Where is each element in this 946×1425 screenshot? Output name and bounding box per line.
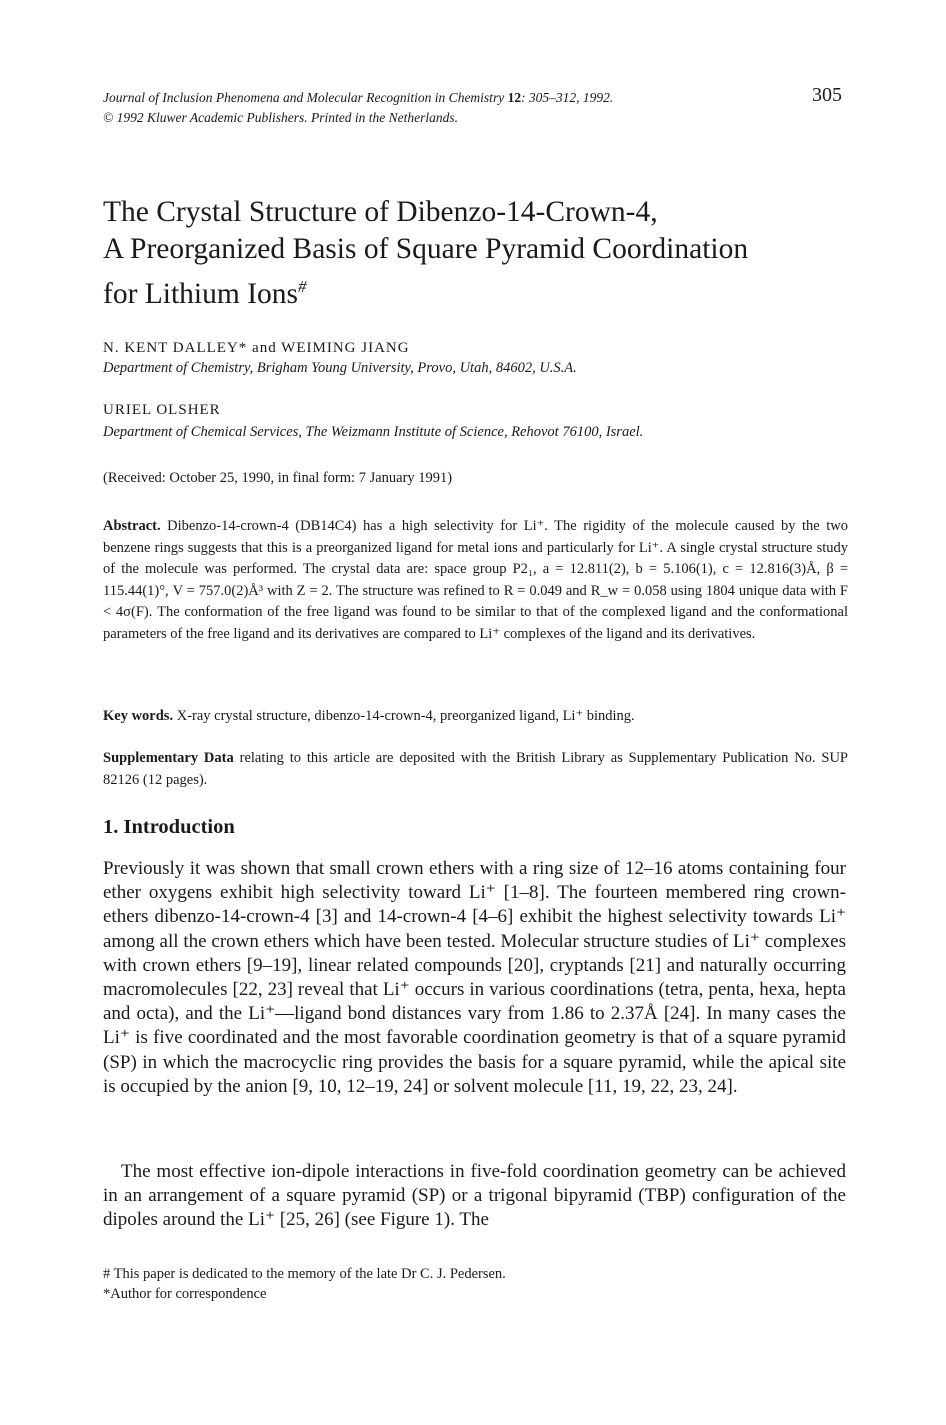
author-affiliation-2: Department of Chemical Services, The Weizmann Institute of Science, Rehovot 76100, Israel. [103, 424, 644, 440]
section-heading: 1. Introduction [103, 816, 235, 838]
supplementary-label: Supplementary Data [103, 750, 234, 766]
title-mark: # [298, 277, 307, 296]
journal-header [103, 88, 613, 128]
footnote-dedication: # This paper is dedicated to the memory of the late Dr C. J. Pedersen. [103, 1266, 506, 1282]
keywords-label: Key words. [103, 708, 174, 724]
author-names-1: N. KENT DALLEY* and WEIMING JIANG [103, 340, 410, 356]
paper-title [103, 194, 863, 313]
abstract [103, 516, 848, 645]
footnote-correspondence: *Author for correspondence [103, 1286, 267, 1302]
received-dates: (Received: October 25, 1990, in final form: 7 January 1991) [103, 470, 453, 486]
author-names-2: URIEL OLSHER [103, 402, 221, 418]
abstract-text: Dibenzo-14-crown-4 (DB14C4) has a high selectivity for Li⁺. The rigidity of the molecule caused by the two benzene rings suggests that this is a preorganized ligand for metal ions and particularly for Li⁺. A single crystal structure study of the molecule was performed. The crystal data are: space group P2₁, a = 12.811(2), b = 5.106(1), c = 12.816(3)Å, β = 115.44(1)°, V = 757.0(2)Å³ with Z = 2. The structure was refined to R = 0.049 and R_w = 0.058 using 1804 unique data with F < 4σ(F). The conformation of the free ligand was found to be similar to that of the complexed ligand and the conformational parameters of the free ligand and its derivatives are compared to Li⁺ complexes of the ligand and its derivatives. [103, 518, 849, 642]
abstract-label: Abstract. [103, 518, 161, 534]
author-affiliation-1: Department of Chemistry, Brigham Young University, Provo, Utah, 84602, U.S.A. [103, 360, 577, 376]
intro-paragraph-1: Previously it was shown that small crown ethers with a ring size of 12–16 atoms containing four ether oxygens exhibit high selectivity toward Li⁺ [1–8]. The fourteen membered ring crown-ethers dibenzo-14-crown-4 [3] and 14-crown-4 [4–6] exhibit the highest selectivity towards Li⁺ among all the crown ethers which have been tested. Molecular structure studies of Li⁺ complexes with crown ethers [9–19], linear related compounds [20], cryptands [21] and naturally occurring macromolecules [22, 23] reveal that Li⁺ occurs in various coordinations (tetra, penta, hexa, hepta and octa), and the Li⁺—ligand bond distances vary from 1.86 to 2.37Å [24]. In many cases the Li⁺ is five coordinated and the most favorable coordination geometry is that of a square pyramid (SP) in which the macrocyclic ring provides the basis for a square pyramid, while the apical site is occupied by the anion [9, 10, 12–19, 24] or solvent molecule [11, 19, 22, 23, 24]. [103, 858, 846, 1097]
page-number: 305 [812, 84, 842, 106]
keywords-text: X-ray crystal structure, dibenzo-14-crown-4, preorganized ligand, Li⁺ binding. [176, 708, 635, 724]
journal-volume: 12 [507, 90, 522, 105]
intro-paragraph-2: The most effective ion-dipole interactions in five-fold coordination geometry can be achieved in an arrangement of a square pyramid (SP) or a trigonal bipyramid (TBP) configuration of the dipoles around the Li⁺ [25, 26] (see Figure 1). The [103, 1161, 846, 1231]
title-line-1: The Crystal Structure of Dibenzo-14-Crown-4, [103, 196, 658, 228]
title-line-2: A Preorganized Basis of Square Pyramid Coordination [103, 233, 749, 265]
journal-pages: : 305–312, 1992. [521, 90, 614, 105]
title-line-3-text: for Lithium Ions [103, 277, 299, 310]
title-line-3 [103, 268, 863, 313]
journal-name: Journal of Inclusion Phenomena and Molecular Recognition in Chemistry [103, 90, 505, 105]
copyright-line: © 1992 Kluwer Academic Publishers. Printed in the Netherlands. [103, 110, 458, 125]
keywords [103, 706, 848, 728]
supplementary-data [103, 748, 848, 791]
journal-citation [103, 88, 613, 108]
supplementary-text: relating to this article are deposited with the British Library as Supplementary Publication No. SUP 82126 (12 pages). [103, 750, 849, 788]
